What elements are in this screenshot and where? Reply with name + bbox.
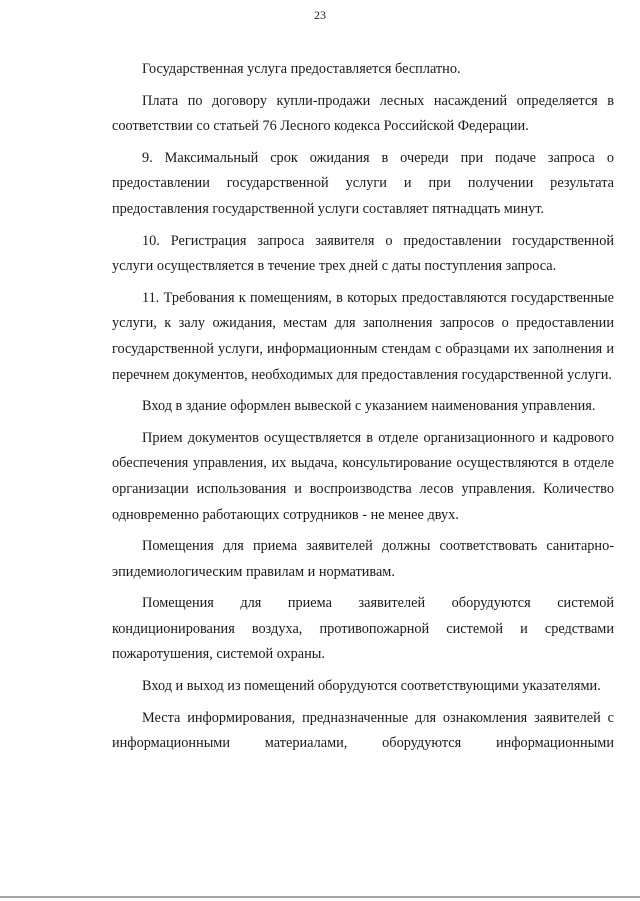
paragraph-10-registration: 10. Регистрация запроса заявителя о предоставлении государственной услуги осуществляется в течение трех дней с даты поступления запроса. — [112, 232, 614, 275]
paragraph-document-reception: Прием документов осуществляется в отделе организационного и кадрового обеспечения управления, их выдача, консультирование осуществляются в отделе организации использования и воспроизводства лесов управления. Количество одновременно работающих сотрудников - не менее двух. — [112, 429, 614, 523]
paragraph-sanitary-rules: Помещения для приема заявителей должны соответствовать санитарно-эпидемиологическим правилам и нормативам. — [112, 538, 614, 580]
page-number: 23 — [314, 8, 326, 22]
paragraph-equipment: Помещения для приема заявителей оборудуются системой кондиционирования воздуха, противопожарной системой и средствами пожаротушения, системой охраны. — [112, 595, 614, 663]
paragraph-free-service: Государственная услуга предоставляется бесплатно. — [142, 61, 461, 77]
document-body — [112, 57, 614, 757]
paragraph-9-waiting-time: 9. Максимальный срок ожидания в очереди при подаче запроса о предоставлении государственной услуги и при получении результата предоставления государственной услуги составляет пятнадцать минут. — [112, 149, 614, 217]
paragraph-signs: Вход и выход из помещений оборудуются соответствующими указателями. — [142, 678, 601, 695]
paragraph-11-premises-requirements: 11. Требования к помещениям, в которых предоставляются государственные услуги, к залу ожидания, местам для заполнения запросов о предоставлении государственной услуги, информационным стендам с образцами их заполнения и перечнем документов, необходимых для предоставления государственной услуги. — [112, 289, 614, 383]
page-bottom-edge — [0, 896, 640, 898]
paragraph-payment: Плата по договору купли-продажи лесных насаждений определяется в соответствии со статьей 76 Лесного кодекса Российской Федерации. — [112, 92, 614, 135]
paragraph-information-places: Места информирования, предназначенные для ознакомления заявителей с информационными материалами, оборудуются информационными — [112, 709, 614, 752]
paragraph-entrance-sign: Вход в здание оформлен вывеской с указанием наименования управления. — [142, 398, 596, 415]
